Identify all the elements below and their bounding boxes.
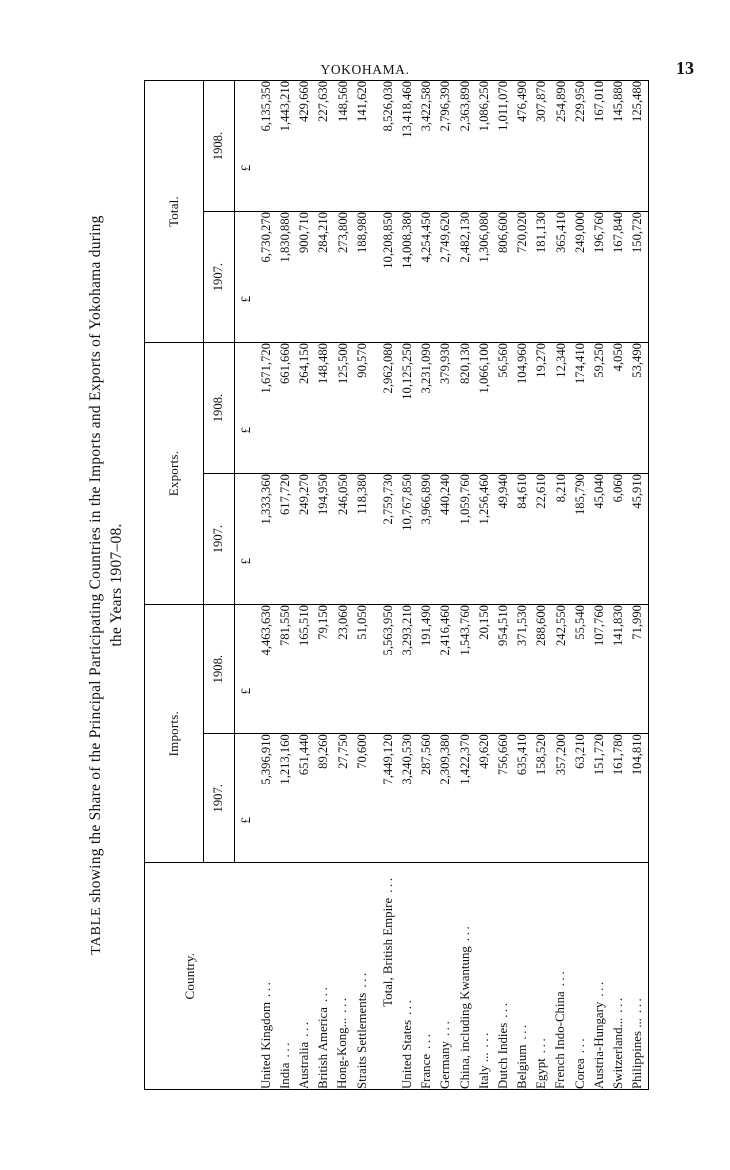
leader-dots: ... [297,1019,311,1037]
cell-total-1907: 365,410 [552,212,571,343]
cell-total-1907: 720,020 [513,212,532,343]
caption-line-2: the Years 1907–08. [108,523,126,647]
table-row [314,81,333,1090]
currency-exports-1907: £ [234,474,257,605]
cell-total-1907: 2,749,620 [436,212,455,343]
cell-exports-1908: 1,066,100 [475,343,494,474]
cell-exports-1908: 3,231,090 [417,343,436,474]
cell-total-1907: 2,482,130 [456,212,475,343]
cell-exports-1908: 56,560 [494,343,513,474]
cell-total-1908: 3,422,580 [417,81,436,212]
row-country: Belgium... [513,863,532,1090]
leader-dots: ... [316,984,331,1003]
table-row-subtotal [379,81,398,1090]
cell-imports-1907: 287,560 [417,734,436,863]
cell-total-1908: 148,560 [334,81,353,212]
leader-dots: ... [277,1040,292,1058]
leader-dots: ... [335,995,350,1013]
cell-imports-1907: 5,396,910 [257,734,276,863]
cell-imports-1907: 89,260 [314,734,333,863]
cell-exports-1908: 820,130 [456,343,475,474]
table-row [276,81,295,1090]
column-group-imports: Imports. [144,605,203,863]
currency-row [234,81,257,1090]
cell-total-1908: 227,630 [314,81,333,212]
column-header-total-1908: 1908. [203,81,234,212]
row-country: China, including Kwantung... [456,863,475,1090]
cell-total-1908: 8,526,030 [379,81,398,212]
cell-total-1908: 125,480 [628,81,648,212]
currency-total-1908: £ [234,81,257,212]
cell-imports-1908: 55,540 [571,605,590,734]
cell-exports-1907: 22,610 [532,474,551,605]
cell-exports-1908: 19,270 [532,343,551,474]
trade-table [144,80,649,1090]
cell-exports-1907: 246,050 [334,474,353,605]
cell-total-1907: 10,208,850 [379,212,398,343]
cell-imports-1907: 635,410 [513,734,532,863]
cell-total-1908: 2,796,390 [436,81,455,212]
row-country: Dutch Indies... [494,863,513,1090]
leader-dots: ... [515,1022,530,1040]
table-row [494,81,513,1090]
header-group-row [144,81,203,1090]
cell-exports-1907: 84,610 [513,474,532,605]
table-row [417,81,436,1090]
cell-total-1907: 806,600 [494,212,513,343]
row-country: Hong-Kong...... [334,863,353,1090]
cell-exports-1908: 661,660 [276,343,295,474]
currency-imports-1908: £ [234,605,257,734]
leader-dots: ... [419,1031,434,1049]
cell-imports-1908: 3,293,210 [398,605,417,734]
cell-imports-1908: 141,830 [609,605,628,734]
cell-exports-1907: 249,270 [295,474,314,605]
leader-dots: ... [630,995,645,1014]
table-row [353,81,372,1090]
cell-imports-1908: 288,600 [532,605,551,734]
cell-exports-1907: 1,333,360 [257,474,276,605]
leader-dots: ... [591,979,606,997]
cell-exports-1907: 1,256,460 [475,474,494,605]
cell-total-1908: 254,890 [552,81,571,212]
cell-total-1907: 900,710 [295,212,314,343]
cell-total-1907: 1,830,880 [276,212,295,343]
column-header-exports-1907: 1907. [203,474,234,605]
cell-total-1907: 196,760 [590,212,609,343]
table-row [628,81,648,1090]
cell-total-1908: 1,443,210 [276,81,295,212]
cell-total-1908: 141,620 [353,81,372,212]
cell-imports-1908: 71,990 [628,605,648,734]
cell-total-1907: 188,980 [353,212,372,343]
running-head-title: YOKOHAMA. [320,62,410,77]
table-row [609,81,628,1090]
cell-imports-1907: 2,309,380 [436,734,455,863]
table-row [552,81,571,1090]
cell-total-1908: 1,086,250 [475,81,494,212]
cell-exports-1907: 45,040 [590,474,609,605]
column-header-exports-1908: 1908. [203,343,234,474]
leader-dots: ... [495,1000,510,1018]
cell-exports-1908: 174,410 [571,343,590,474]
table-row [257,81,276,1090]
cell-exports-1907: 2,759,730 [379,474,398,605]
cell-imports-1907: 27,750 [334,734,353,863]
cell-imports-1908: 23,060 [334,605,353,734]
table-row [513,81,532,1090]
cell-imports-1908: 191,490 [417,605,436,734]
cell-total-1908: 1,011,070 [494,81,513,212]
table-row [590,81,609,1090]
cell-imports-1908: 51,050 [353,605,372,734]
table-row [456,81,475,1090]
row-country: Egypt... [532,863,551,1090]
cell-imports-1908: 2,416,460 [436,605,455,734]
cell-imports-1907: 756,660 [494,734,513,863]
cell-exports-1908: 4,050 [609,343,628,474]
cell-total-1908: 6,135,350 [257,81,276,212]
cell-imports-1908: 5,563,950 [379,605,398,734]
cell-total-1908: 13,418,460 [398,81,417,212]
leader-dots: ... [438,1018,453,1037]
cell-imports-1907: 7,449,120 [379,734,398,863]
cell-exports-1907: 10,767,850 [398,474,417,605]
row-country: United States... [398,863,417,1090]
cell-exports-1907: 8,210 [552,474,571,605]
page-number: 13 [676,58,694,78]
table-row [532,81,551,1090]
table-row [436,81,455,1090]
cell-exports-1908: 264,150 [295,343,314,474]
cell-imports-1908: 165,510 [295,605,314,734]
row-country: Austria-Hungary... [590,863,609,1090]
row-country: Corea... [571,863,590,1090]
cell-total-1908: 229,950 [571,81,590,212]
cell-imports-1908: 781,550 [276,605,295,734]
column-header-imports-1908: 1908. [203,605,234,734]
cell-imports-1907: 70,600 [353,734,372,863]
cell-exports-1907: 49,940 [494,474,513,605]
cell-exports-1908: 104,960 [513,343,532,474]
cell-exports-1907: 45,910 [628,474,648,605]
cell-imports-1907: 651,440 [295,734,314,863]
cell-imports-1907: 49,620 [475,734,494,863]
row-country: Straits Settlements... [353,863,372,1090]
leader-dots: ... [457,923,472,942]
cell-exports-1908: 148,480 [314,343,333,474]
cell-exports-1908: 10,125,250 [398,343,417,474]
cell-exports-1908: 2,962,080 [379,343,398,474]
row-country: United Kingdom... [257,863,276,1090]
row-country: Switzerland...... [609,863,628,1090]
row-country: Italy ...... [475,863,494,1090]
cell-exports-1907: 617,720 [276,474,295,605]
column-header-imports-1907: 1907. [203,734,234,863]
cell-total-1907: 181,130 [532,212,551,343]
leader-dots: ... [380,875,395,893]
table-row [571,81,590,1090]
cell-exports-1907: 194,950 [314,474,333,605]
cell-exports-1908: 90,570 [353,343,372,474]
row-country: French Indo-China... [552,863,571,1090]
cell-exports-1908: 125,500 [334,343,353,474]
currency-total-1907: £ [234,212,257,343]
leader-dots: ... [553,968,568,987]
row-country: Australia... [295,863,314,1090]
cell-exports-1908: 59,250 [590,343,609,474]
table-body [234,81,648,1090]
leader-dots: ... [572,1035,587,1054]
table-row [398,81,417,1090]
cell-imports-1908: 20,150 [475,605,494,734]
column-header-total-1907: 1907. [203,212,234,343]
cell-total-1908: 307,870 [532,81,551,212]
cell-exports-1907: 185,790 [571,474,590,605]
column-group-exports: Exports. [144,343,203,605]
cell-exports-1907: 118,380 [353,474,372,605]
leader-dots: ... [476,1030,491,1048]
cell-total-1908: 145,880 [609,81,628,212]
cell-exports-1907: 1,059,760 [456,474,475,605]
leader-dots: ... [258,979,273,997]
row-group-separator [372,81,379,1090]
cell-imports-1907: 357,200 [552,734,571,863]
cell-total-1907: 6,730,270 [257,212,276,343]
table-row [475,81,494,1090]
table-head [144,81,234,1090]
cell-total-1907: 150,720 [628,212,648,343]
cell-total-1908: 476,490 [513,81,532,212]
cell-imports-1908: 371,530 [513,605,532,734]
row-country: India... [276,863,295,1090]
leader-dots: ... [534,1035,549,1054]
cell-exports-1908: 12,340 [552,343,571,474]
cell-total-1907: 1,306,080 [475,212,494,343]
cell-exports-1908: 53,490 [628,343,648,474]
table-caption [85,115,128,1055]
cell-total-1908: 429,660 [295,81,314,212]
currency-imports-1907: £ [234,734,257,863]
cell-total-1907: 273,800 [334,212,353,343]
cell-total-1907: 249,000 [571,212,590,343]
cell-exports-1908: 1,671,720 [257,343,276,474]
currency-row-blank [234,863,257,1090]
row-country: British America... [314,863,333,1090]
cell-imports-1908: 242,550 [552,605,571,734]
currency-exports-1908: £ [234,343,257,474]
cell-total-1907: 14,008,380 [398,212,417,343]
cell-total-1907: 284,210 [314,212,333,343]
cell-total-1908: 167,010 [590,81,609,212]
row-country: Philippines ...... [628,863,648,1090]
table-plate [85,80,645,1090]
cell-total-1908: 2,363,890 [456,81,475,212]
column-group-total: Total. [144,81,203,343]
cell-exports-1907: 3,966,890 [417,474,436,605]
leader-dots: ... [399,997,414,1015]
row-country: Germany... [436,863,455,1090]
caption-line-1: showing the Share of the Principal Participating Countries in the Imports and Exports of Yokohama during [87,215,104,903]
table-row [334,81,353,1090]
caption-label: TABLE [89,906,104,955]
row-country: France... [417,863,436,1090]
cell-imports-1907: 63,210 [571,734,590,863]
table-row [295,81,314,1090]
cell-imports-1907: 3,240,530 [398,734,417,863]
cell-exports-1907: 6,060 [609,474,628,605]
cell-imports-1907: 151,720 [590,734,609,863]
cell-imports-1907: 161,780 [609,734,628,863]
cell-imports-1907: 158,520 [532,734,551,863]
cell-exports-1907: 440,240 [436,474,455,605]
row-country-subtotal: Total, British Empire... [379,863,398,1090]
cell-imports-1908: 4,463,630 [257,605,276,734]
cell-imports-1907: 104,810 [628,734,648,863]
cell-total-1907: 4,254,450 [417,212,436,343]
cell-imports-1907: 1,213,160 [276,734,295,863]
cell-imports-1908: 1,543,760 [456,605,475,734]
cell-exports-1908: 379,930 [436,343,455,474]
cell-imports-1907: 1,422,370 [456,734,475,863]
cell-imports-1908: 79,150 [314,605,333,734]
cell-imports-1908: 107,760 [590,605,609,734]
leader-dots: ... [611,995,625,1013]
cell-total-1907: 167,840 [609,212,628,343]
column-header-country: Country. [144,863,234,1090]
leader-dots: ... [354,970,369,988]
cell-imports-1908: 954,510 [494,605,513,734]
